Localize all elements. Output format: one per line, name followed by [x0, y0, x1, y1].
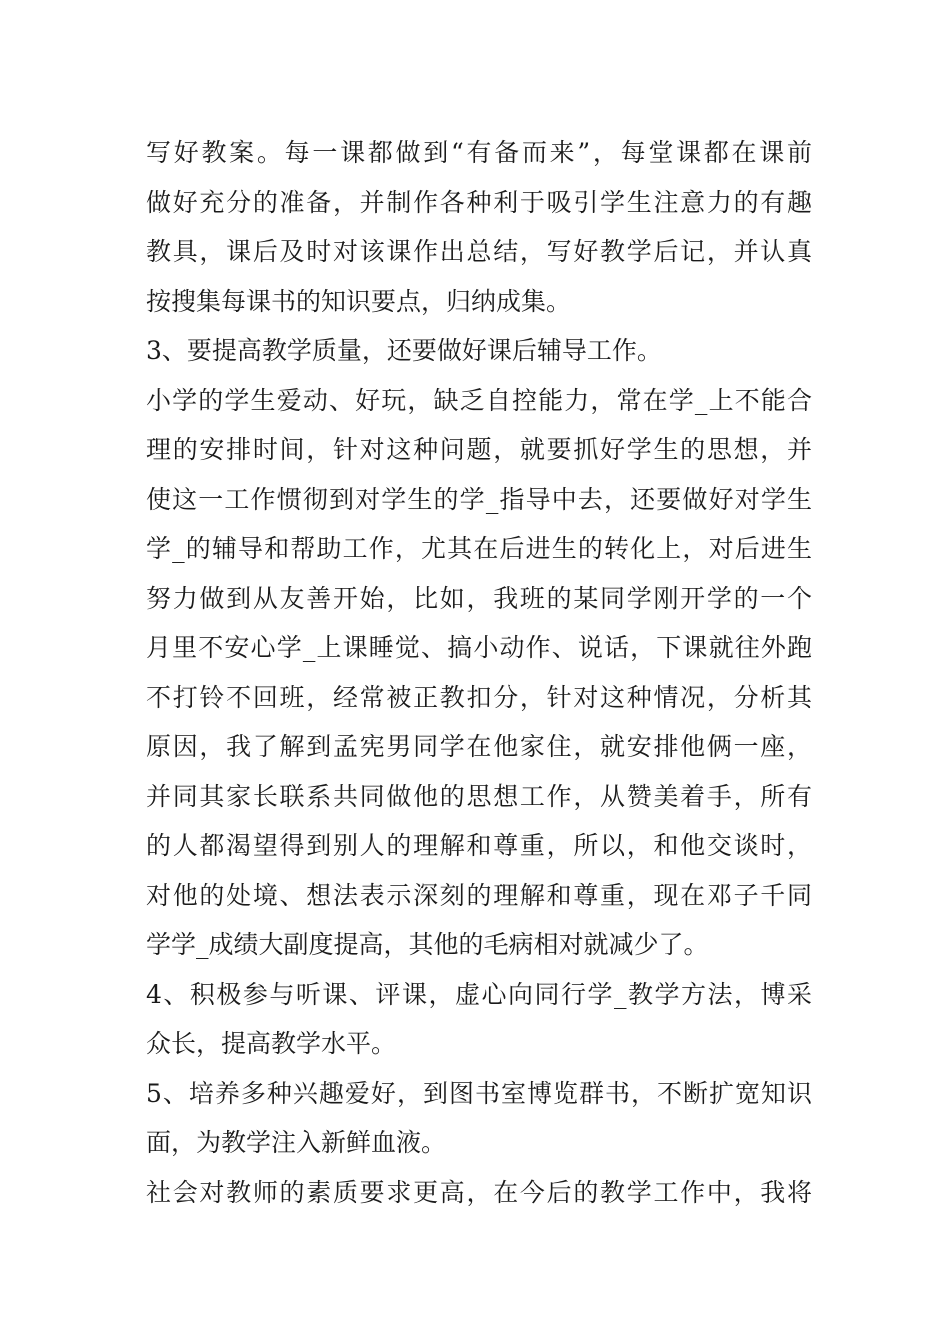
text-line: 社会对教师的素质要求更高，在今后的教学工作中，我将 — [146, 1177, 812, 1207]
text-line: 不打铃不回班，经常被正教扣分，针对这种情况，分析其 — [146, 682, 812, 712]
text-line: 做好充分的准备，并制作各种利于吸引学生注意力的有趣 — [146, 187, 812, 217]
text-line: 写好教案。每一课都做到“有备而来”，每堂课都在课前 — [146, 138, 812, 167]
text-line: 并同其家长联系共同做他的思想工作，从赞美着手，所有 — [146, 781, 812, 811]
text-line: 5、培养多种兴趣爱好，到图书室博览群书，不断扩宽知识 — [146, 1078, 812, 1108]
text-line: 努力做到从友善开始，比如，我班的某同学刚开学的一个 — [146, 583, 812, 613]
text-line: 理的安排时间，针对这种问题，就要抓好学生的思想，并 — [146, 435, 812, 464]
text-line: 教具，课后及时对该课作出总结，写好教学后记，并认真 — [146, 237, 812, 266]
text-line: 学_的辅导和帮助工作，尤其在后进生的转化上，对后进生 — [146, 534, 812, 563]
text-line: 原因，我了解到孟宪男同学在他家住，就安排他俩一座， — [146, 732, 812, 761]
text-line: 面，为教学注入新鲜血液。 — [146, 1128, 447, 1157]
text-line: 月里不安心学_上课睡觉、搞小动作、说话，下课就往外跑 — [146, 633, 812, 662]
text-line: 的人都渴望得到别人的理解和尊重，所以，和他交谈时， — [146, 831, 812, 860]
text-line: 小学的学生爱动、好玩，缺乏自控能力，常在学_上不能合 — [146, 385, 812, 415]
text-line: 对他的处境、想法表示深刻的理解和尊重，现在邓子千同 — [146, 880, 812, 910]
text-line: 4、积极参与听课、评课，虚心向同行学_教学方法，博采 — [146, 979, 812, 1009]
text-line: 按搜集每课书的知识要点，归纳成集。 — [146, 286, 572, 316]
text-line: 3、要提高教学质量，还要做好课后辅导工作。 — [146, 336, 662, 365]
text-line: 使这一工作惯彻到对学生的学_指导中去，还要做好对学生 — [146, 484, 812, 514]
text-line: 学学_成绩大副度提高，其他的毛病相对就减少了。 — [146, 930, 709, 959]
text-line: 众长，提高教学水平。 — [146, 1029, 397, 1058]
document-body — [146, 128, 812, 1217]
